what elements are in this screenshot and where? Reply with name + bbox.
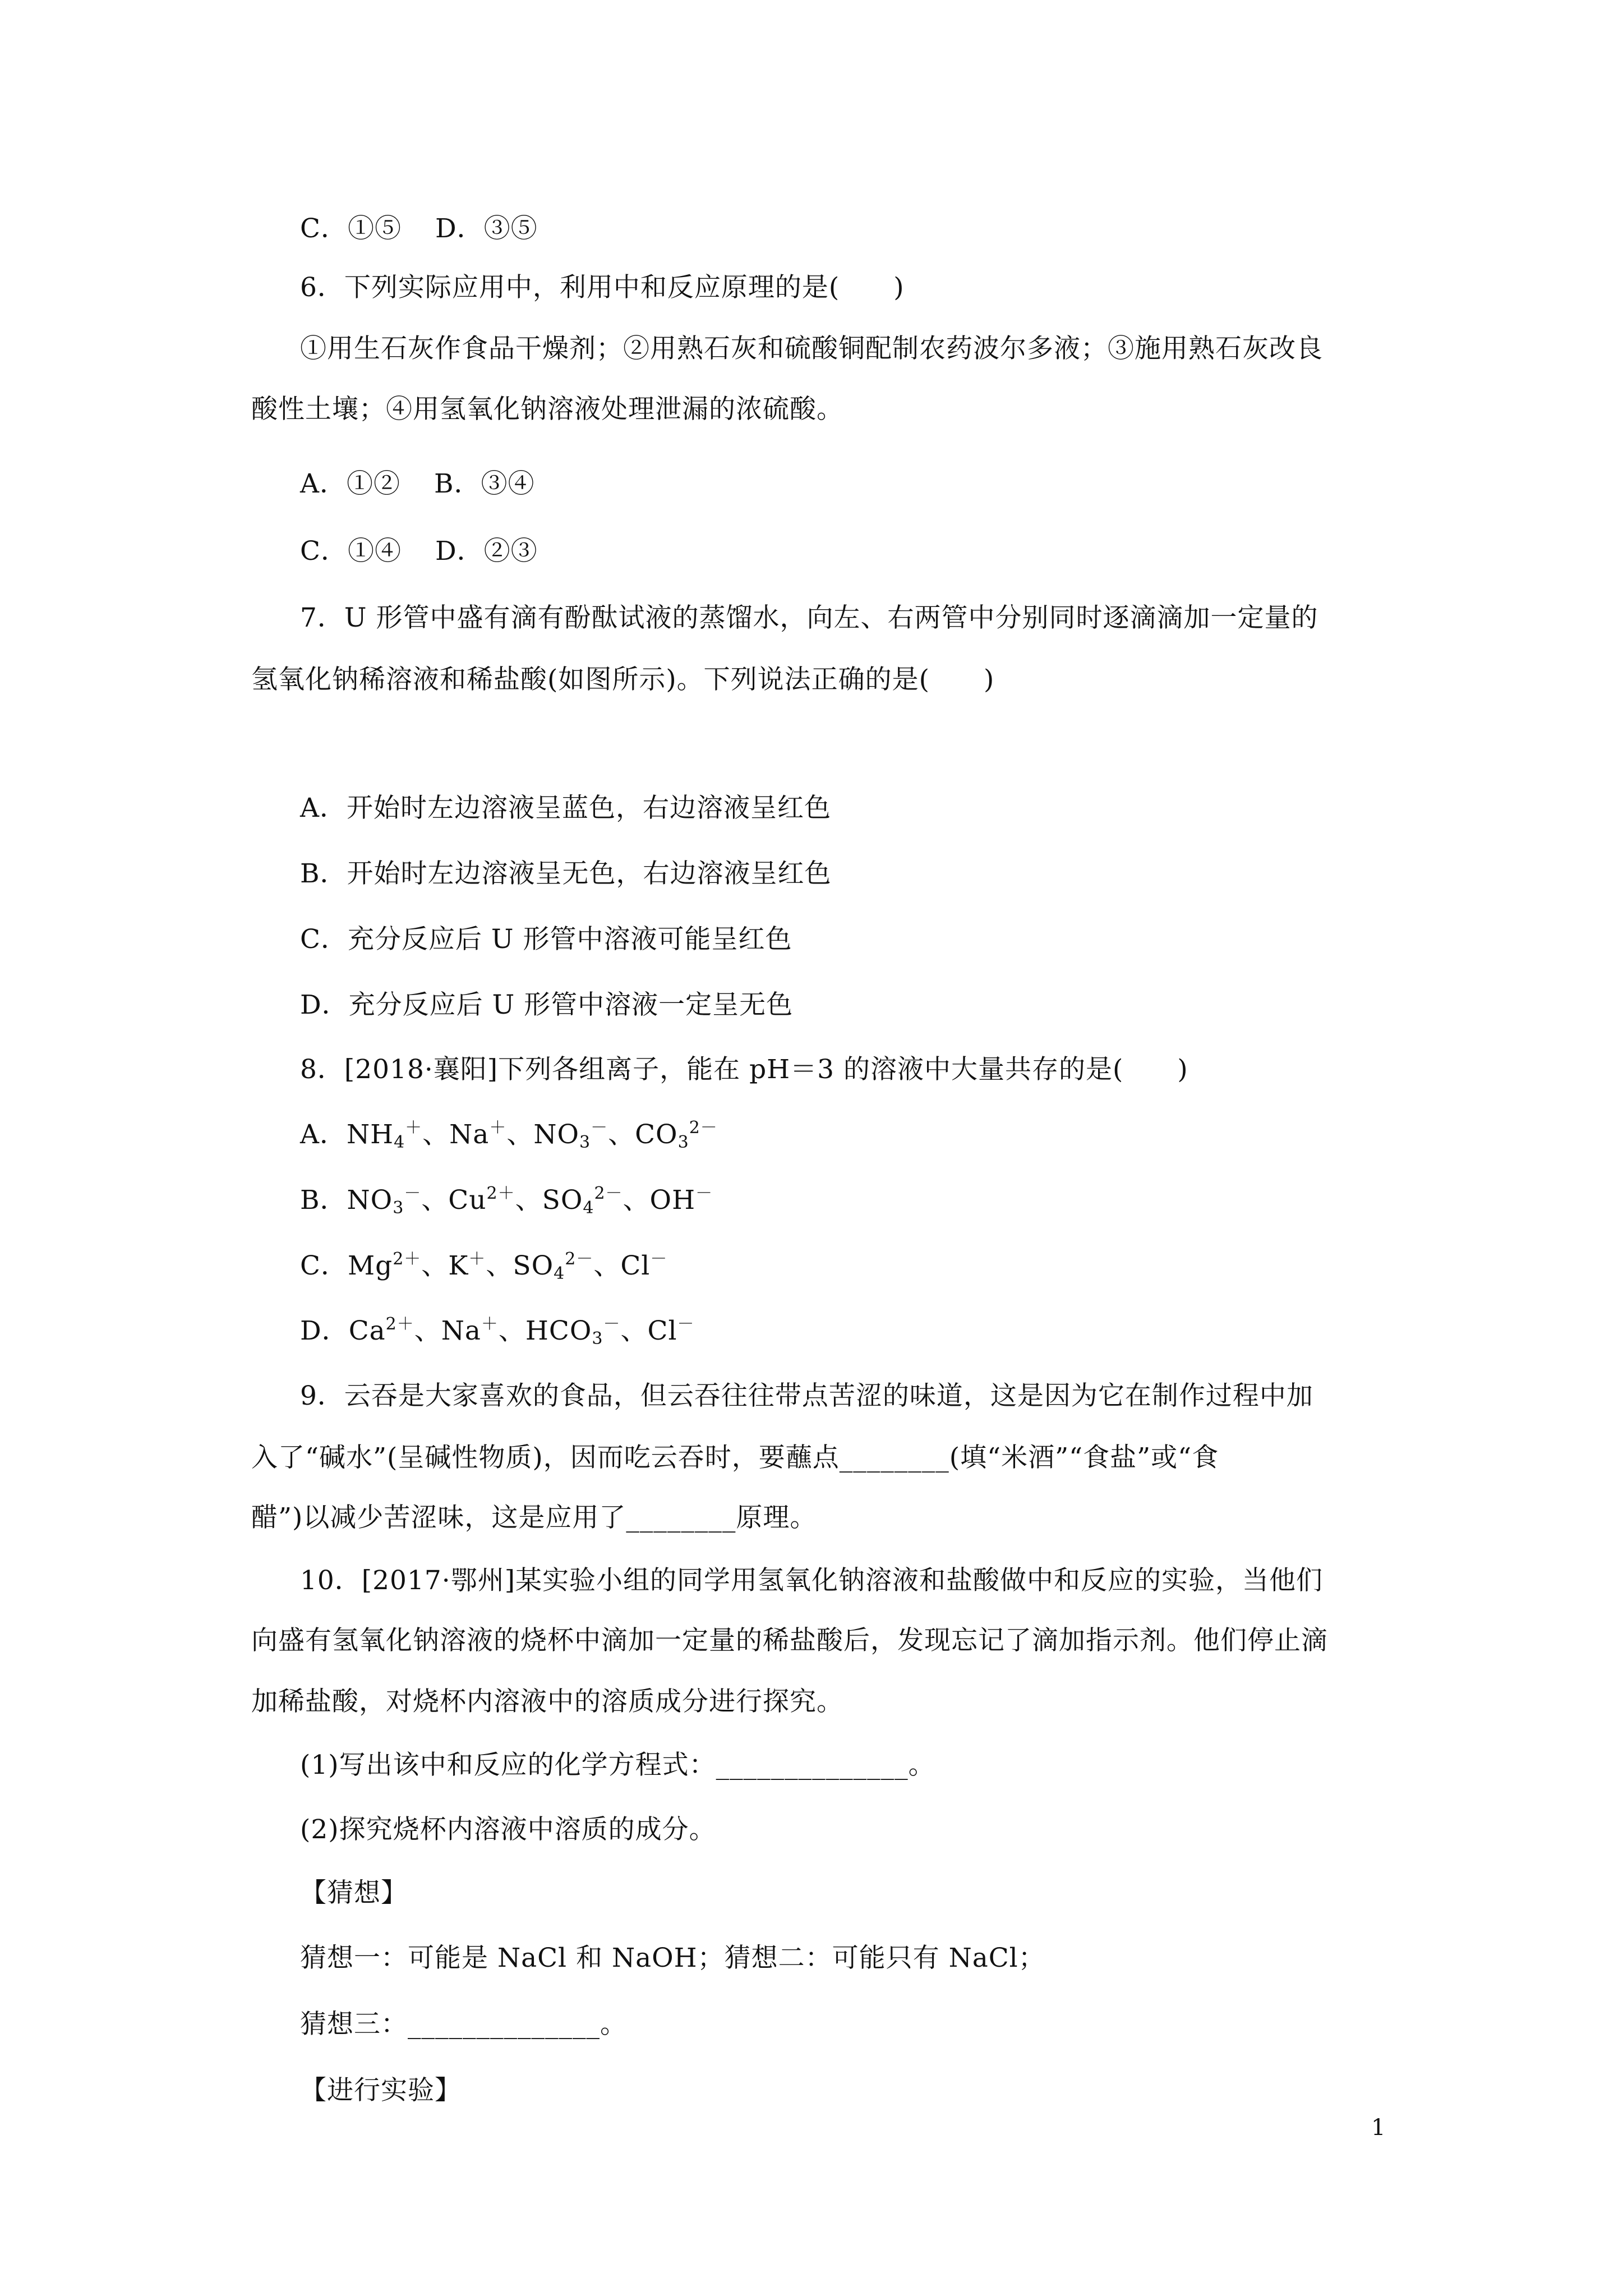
q6-items-line2: 酸性土壤；④用氢氧化钠溶液处理泄漏的浓硫酸。 — [251, 394, 843, 425]
superscript: － — [591, 1118, 608, 1138]
superscript: － — [650, 1249, 668, 1269]
superscript: － — [695, 1184, 713, 1203]
q5-option-d: D．③⑤ — [435, 213, 538, 244]
superscript: 2＋ — [486, 1184, 515, 1203]
q9-line1: 9．云吞是大家喜欢的食品，但云吞往往带点苦涩的味道，这是因为它在制作过程中加 — [300, 1381, 1313, 1411]
q8-stem: 8．[2018·襄阳]下列各组离子，能在 pH＝3 的溶液中大量共存的是( ) — [300, 1054, 1188, 1085]
subscript: 4 — [554, 1264, 565, 1283]
ion-formula: 、CO — [608, 1119, 678, 1150]
superscript: － — [404, 1184, 422, 1203]
ion-formula: 、K — [421, 1250, 469, 1281]
ion-formula: 、SO — [515, 1185, 583, 1216]
superscript: 2－ — [565, 1249, 594, 1269]
subscript: 3 — [592, 1329, 603, 1349]
superscript: ＋ — [489, 1118, 507, 1138]
ion-formula: NO — [347, 1185, 393, 1216]
q10-guess-1-2: 猜想一：可能是 NaCl 和 NaOH；猜想二：可能只有 NaCl； — [300, 1943, 1045, 1973]
q8-option-b — [300, 1184, 713, 1217]
subscript: 3 — [393, 1198, 404, 1218]
q6-stem: 6．下列实际应用中，利用中和反应原理的是( ) — [300, 272, 905, 303]
superscript: ＋ — [468, 1249, 486, 1269]
superscript: － — [603, 1314, 621, 1334]
q7-stem-line2: 氢氧化钠稀溶液和稀盐酸(如图所示)。下列说法正确的是( ) — [251, 664, 995, 695]
superscript: 2－ — [689, 1118, 718, 1138]
q6-option-d: D．②③ — [435, 536, 538, 567]
q6-items-line1: ①用生石灰作食品干燥剂；②用熟石灰和硫酸铜配制农药波尔多液；③施用熟石灰改良 — [300, 333, 1323, 364]
ion-formula: Ca — [348, 1315, 386, 1346]
ion-formula: 、Na — [414, 1315, 481, 1346]
ion-formula: Mg — [347, 1250, 393, 1281]
q10-line1: 10．[2017·鄂州]某实验小组的同学用氢氧化钠溶液和盐酸做中和反应的实验，当他们 — [300, 1565, 1324, 1596]
q8-option-c — [300, 1249, 667, 1283]
q10-experiment-heading: 【进行实验】 — [300, 2075, 462, 2106]
q10-line3: 加稀盐酸，对烧杯内溶液中的溶质成分进行探究。 — [251, 1686, 843, 1717]
superscript: 2－ — [594, 1184, 623, 1203]
superscript: 2＋ — [393, 1249, 422, 1269]
q6-options-cd — [300, 535, 538, 568]
q5-options-cd — [300, 212, 538, 246]
q6-options-ab — [300, 467, 535, 501]
superscript: ＋ — [481, 1314, 499, 1334]
page-number: 1 — [1371, 2115, 1386, 2141]
ion-formula: NH — [346, 1119, 394, 1150]
ion-formula: 、HCO — [498, 1315, 592, 1346]
superscript: ＋ — [405, 1118, 423, 1138]
ion-formula: 、OH — [623, 1185, 696, 1216]
q10-line2: 向盛有氢氧化钠溶液的烧杯中滴加一定量的稀盐酸后，发现忘记了滴加指示剂。他们停止滴 — [251, 1625, 1328, 1656]
q8-option-a — [300, 1118, 718, 1152]
superscript: 2＋ — [385, 1314, 414, 1334]
q10-part2: (2)探究烧杯内溶液中溶质的成分。 — [300, 1814, 716, 1845]
option-letter: D． — [300, 1315, 349, 1346]
q7-option-c: C．充分反应后 U 形管中溶液可能呈红色 — [300, 924, 792, 955]
q6-option-a: A．①② — [300, 468, 400, 499]
q7-option-a: A．开始时左边溶液呈蓝色，右边溶液呈红色 — [300, 793, 831, 823]
option-letter: A． — [300, 1119, 347, 1150]
q9-line3: 醋”)以减少苦涩味，这是应用了________原理。 — [251, 1502, 817, 1533]
q7-stem-line1: 7．U 形管中盛有滴有酚酞试液的蒸馏水，向左、右两管中分别同时逐滴滴加一定量的 — [300, 602, 1318, 633]
subscript: 4 — [583, 1198, 594, 1218]
q7-option-b: B．开始时左边溶液呈无色，右边溶液呈红色 — [300, 858, 832, 889]
q9-line2: 入了“碱水”(呈碱性物质)，因而吃云吞时，要蘸点________(填“米酒”“食盐”或“食 — [251, 1442, 1219, 1473]
q8-option-d — [300, 1314, 695, 1348]
ion-formula: 、SO — [486, 1250, 554, 1281]
q5-option-c: C．①⑤ — [300, 213, 402, 244]
option-letter: C． — [300, 1250, 348, 1281]
ion-formula: 、Na — [422, 1119, 490, 1150]
ion-formula: 、Cl — [620, 1315, 677, 1346]
q10-guess-3: 猜想三：______________。 — [300, 2009, 627, 2040]
q10-guess-heading: 【猜想】 — [300, 1878, 408, 1908]
q7-option-d: D．充分反应后 U 形管中溶液一定呈无色 — [300, 990, 794, 1020]
ion-formula: 、NO — [506, 1119, 579, 1150]
subscript: 3 — [677, 1133, 689, 1152]
subscript: 4 — [394, 1133, 405, 1152]
superscript: － — [677, 1314, 695, 1334]
ion-formula: 、Cl — [593, 1250, 651, 1281]
option-letter: B． — [300, 1185, 347, 1216]
q6-option-c: C．①④ — [300, 536, 402, 567]
q6-option-b: B．③④ — [434, 468, 535, 499]
q10-part1: (1)写出该中和反应的化学方程式：______________。 — [300, 1750, 935, 1780]
ion-formula: 、Cu — [421, 1185, 487, 1216]
subscript: 3 — [579, 1133, 591, 1152]
